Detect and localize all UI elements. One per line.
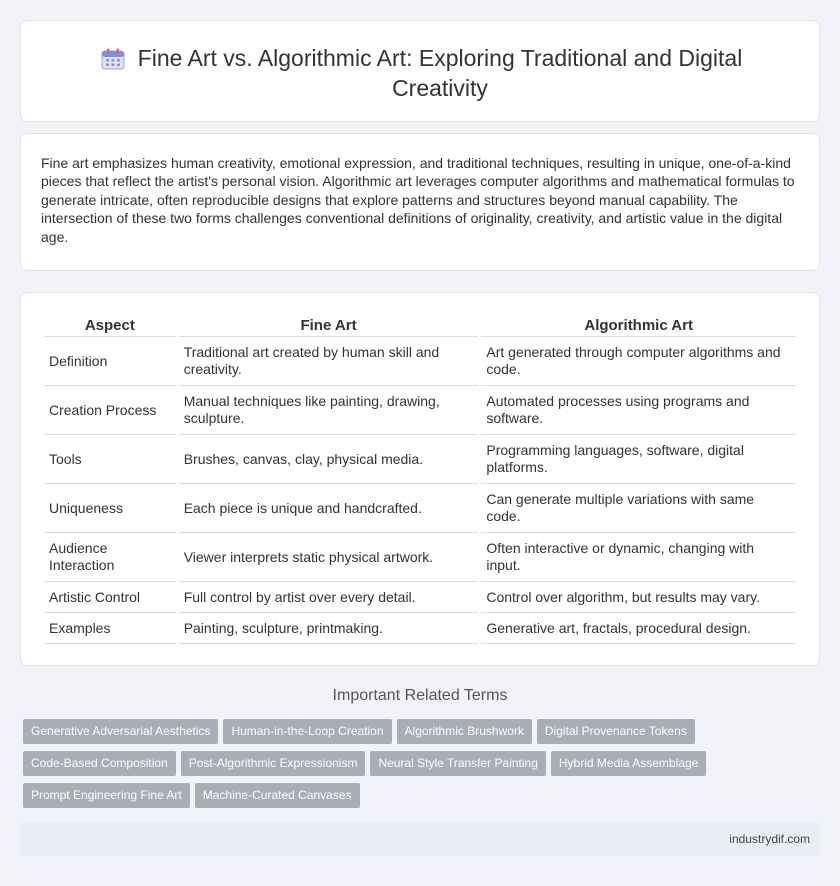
table-row [44, 435, 796, 484]
row-fine-art: Painting, sculpture, printmaking. [179, 613, 479, 644]
row-fine-art: Each piece is unique and handcrafted. [179, 484, 479, 533]
table-row [44, 582, 796, 613]
header-aspect: Aspect [44, 315, 176, 337]
table-header-row [44, 315, 796, 337]
header-card [20, 20, 820, 122]
related-term-tag[interactable]: Code-Based Composition [23, 751, 176, 776]
related-term-tag[interactable]: Post-Algorithmic Expressionism [181, 751, 366, 776]
related-term-tag[interactable]: Machine-Curated Canvases [195, 783, 360, 808]
row-aspect: Uniqueness [44, 484, 176, 533]
related-term-tag[interactable]: Generative Adversarial Aesthetics [23, 719, 218, 744]
header-algorithmic-art: Algorithmic Art [481, 315, 796, 337]
comparison-table [41, 315, 799, 644]
header-fine-art: Fine Art [179, 315, 479, 337]
row-algorithmic-art: Control over algorithm, but results may vary. [481, 582, 796, 613]
related-term-tag[interactable]: Human-in-the-Loop Creation [223, 719, 391, 744]
row-aspect: Tools [44, 435, 176, 484]
row-fine-art: Manual techniques like painting, drawing, sculpture. [179, 386, 479, 435]
related-terms-list [23, 719, 723, 815]
intro-paragraph: Fine art emphasizes human creativity, emotional expression, and traditional techniques, resulting in unique, one-of-a-kind pieces that reflect the artist's personal vision. Algorithmic art leverages computer algorithms and mathematical formulas to generate intricate, often reproducible designs that explore patterns and structures beyond manual capability. The intersection of these two forms challenges conventional definitions of originality, creativity, and artistic value in the digital age. [41, 155, 795, 245]
table-row [44, 386, 796, 435]
table-row [44, 613, 796, 644]
row-algorithmic-art: Can generate multiple variations with same code. [481, 484, 796, 533]
row-algorithmic-art: Programming languages, software, digital platforms. [481, 435, 796, 484]
related-term-tag[interactable]: Prompt Engineering Fine Art [23, 783, 190, 808]
row-algorithmic-art: Often interactive or dynamic, changing with input. [481, 533, 796, 582]
table-row [44, 337, 796, 386]
row-aspect: Definition [44, 337, 176, 386]
page-title: Fine Art vs. Algorithmic Art: Exploring Traditional and Digital Creativity [137, 45, 743, 101]
row-fine-art: Brushes, canvas, clay, physical media. [179, 435, 479, 484]
row-aspect: Artistic Control [44, 582, 176, 613]
table-row [44, 533, 796, 582]
related-term-tag[interactable]: Hybrid Media Assemblage [551, 751, 706, 776]
row-aspect: Creation Process [44, 386, 176, 435]
row-fine-art: Viewer interprets static physical artwork. [179, 533, 479, 582]
row-aspect: Examples [44, 613, 176, 644]
row-algorithmic-art: Art generated through computer algorithms and code. [481, 337, 796, 386]
row-fine-art: Full control by artist over every detail. [179, 582, 479, 613]
row-algorithmic-art: Generative art, fractals, procedural design. [481, 613, 796, 644]
related-term-tag[interactable]: Neural Style Transfer Painting [370, 751, 545, 776]
row-aspect: Audience Interaction [44, 533, 176, 582]
row-algorithmic-art: Automated processes using programs and software. [481, 386, 796, 435]
comparison-card [20, 292, 820, 666]
intro-card [20, 133, 820, 271]
related-term-tag[interactable]: Algorithmic Brushwork [397, 719, 532, 744]
related-term-tag[interactable]: Digital Provenance Tokens [537, 719, 695, 744]
row-fine-art: Traditional art created by human skill and creativity. [179, 337, 479, 386]
footer [20, 822, 820, 856]
footer-site-link[interactable]: industrydif.com [729, 832, 810, 846]
related-terms-title: Important Related Terms [332, 687, 508, 704]
table-row [44, 484, 796, 533]
